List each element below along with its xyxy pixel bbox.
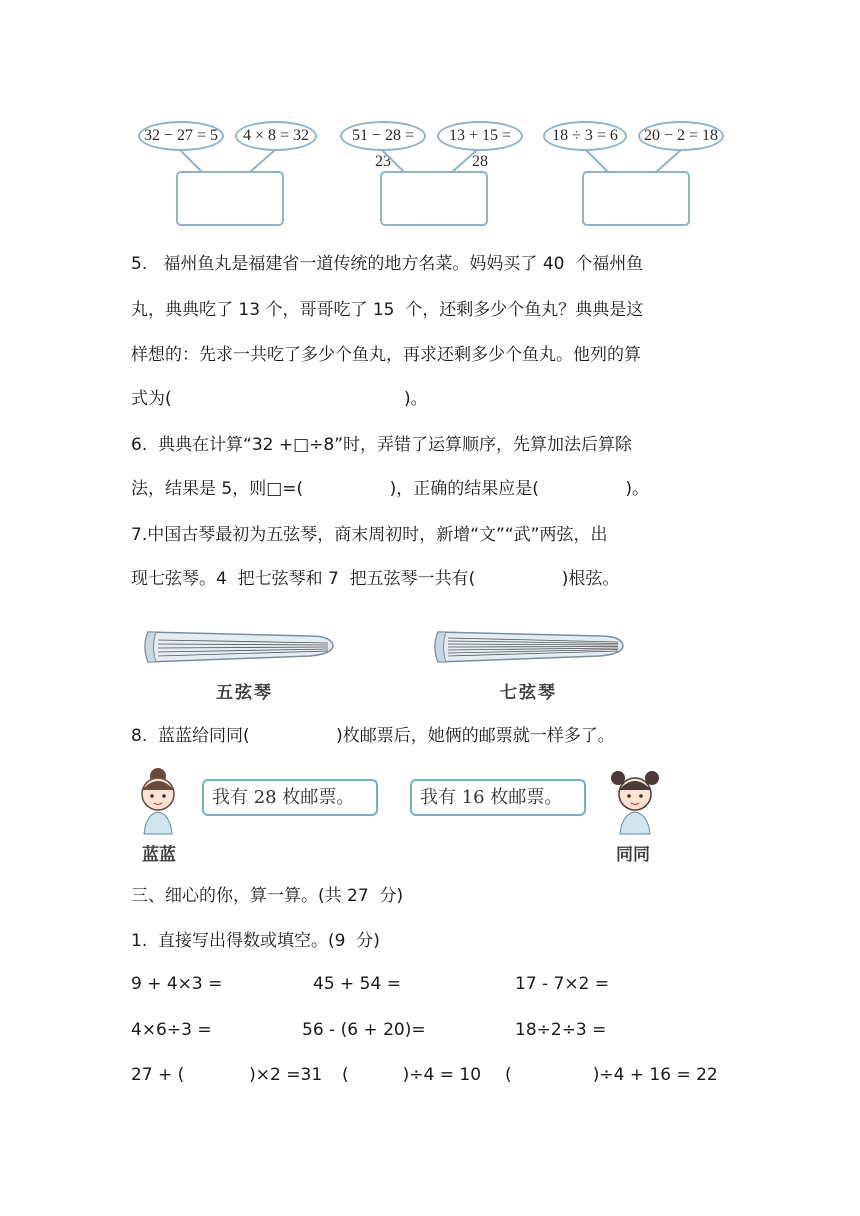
answer-box[interactable] <box>582 171 690 226</box>
q6-line-2: 法，结果是 5，则□=( )，正确的结果应是( )。 <box>131 479 649 499</box>
q5-line-4: 式为( )。 <box>131 389 428 409</box>
q5-line-1: 5. 福州鱼丸是福建省一道传统的地方名菜。妈妈买了 40 个福州鱼 <box>131 254 644 274</box>
lanlan-name: 蓝蓝 <box>142 845 176 865</box>
equation-bubble: 20 − 2 = 18 <box>638 121 724 151</box>
q8-line-1: 8. 蓝蓝给同同( )枚邮票后，她俩的邮票就一样多了。 <box>131 726 615 746</box>
seven-string-qin-caption: 七弦琴 <box>500 683 557 703</box>
five-string-qin-caption: 五弦琴 <box>216 683 273 703</box>
calc-item: 27 + ( )×2 =31 <box>131 1065 323 1085</box>
calc-item: ( )÷4 + 16 = 22 <box>505 1065 718 1085</box>
lanlan-speech-bubble: 我有 28 枚邮票。 <box>202 779 378 816</box>
lanlan-avatar <box>132 766 188 836</box>
calc-item: 9 + 4×3 = <box>131 974 223 994</box>
calc-item: 45 + 54 = <box>313 974 401 994</box>
seven-string-qin-illustration <box>430 626 630 670</box>
tongtong-name: 同同 <box>616 845 650 865</box>
equation-bubble: 13 + 15 = 28 <box>437 121 523 151</box>
five-string-qin-illustration <box>140 626 340 670</box>
calc-item: ( )÷4 = 10 <box>342 1065 482 1085</box>
equation-bubble: 51 − 28 = 23 <box>340 121 426 151</box>
calc-item: 56 - (6 + 20)= <box>302 1020 426 1040</box>
section-3-title: 三、细心的你，算一算。(共 27 分) <box>131 886 404 906</box>
section-3-sub-question-1: 1. 直接写出得数或填空。(9 分) <box>131 931 380 951</box>
q6-line-1: 6. 典典在计算“32 +□÷8”时，弄错了运算顺序，先算加法后算除 <box>131 435 633 455</box>
equation-bubble: 32 − 27 = 5 <box>138 121 224 151</box>
q5-line-2: 丸，典典吃了 13 个，哥哥吃了 15 个，还剩多少个鱼丸？典典是这 <box>131 300 644 320</box>
q7-line-2: 现七弦琴。4 把七弦琴和 7 把五弦琴一共有( )根弦。 <box>131 569 620 589</box>
answer-box[interactable] <box>380 171 488 226</box>
tongtong-speech-bubble: 我有 16 枚邮票。 <box>410 779 586 816</box>
equation-bubble: 18 ÷ 3 = 6 <box>543 121 627 151</box>
calc-item: 4×6÷3 = <box>131 1020 212 1040</box>
q7-line-1: 7.中国古琴最初为五弦琴，商末周初时，新增“文”“武”两弦，出 <box>131 525 608 545</box>
equation-bubble: 4 × 8 = 32 <box>235 121 317 151</box>
tongtong-avatar <box>604 766 668 836</box>
answer-box[interactable] <box>176 171 284 226</box>
calc-item: 17 - 7×2 = <box>515 974 610 994</box>
q5-line-3: 样想的：先求一共吃了多少个鱼丸，再求还剩多少个鱼丸。他列的算 <box>131 345 641 365</box>
calc-item: 18÷2÷3 = <box>515 1020 607 1040</box>
